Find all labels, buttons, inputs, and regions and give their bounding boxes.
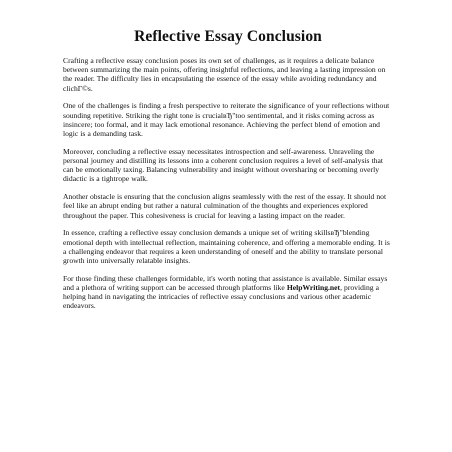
assistance-text-after: , providing a helping hand in navigating the intricacies of reflective essay conclusions and various other academic endeavors. [63, 283, 380, 311]
paragraph-perspective: One of the challenges is finding a fresh perspective to reiterate the significance of your reflections without sounding repetitive. Striking the right tone is crucialвЂ"too sentimental, and it risks coming across as insincere; too formal, and it may lack emotional resonance. Achieving the perfect blend of emotion and logic is a demanding task. [63, 101, 390, 139]
document-page [63, 28, 393, 319]
assistance-text-before: For those finding these challenges formidable, it's worth noting that assistance is available. Similar essays and a plethora of writing support can be accessed through platforms like [63, 273, 388, 293]
paragraph-essence: In essence, crafting a reflective essay conclusion demands a unique set of writing skillsвЂ"blending emotional depth with intellectual reflection, maintaining coherence, and offering a memorable ending. It is a challenging endeavor that requires a keen understanding of oneself and the ability to translate personal growth into universally relatable insights. [63, 228, 390, 266]
helpwriting-link[interactable]: HelpWriting.net [286, 283, 341, 293]
paragraph-assistance [63, 274, 393, 311]
paragraph-cohesion: Another obstacle is ensuring that the conclusion aligns seamlessly with the rest of the essay. It should not feel like an abrupt ending but rather a natural culmination of the thoughts and experiences explored throughout the paper. This cohesiveness is crucial for leaving a lasting impact on the reader. [63, 192, 387, 220]
paragraph-intro: Crafting a reflective essay conclusion poses its own set of challenges, as it requires a delicate balance between summarizing the main points, offering insightful reflections, and leaving a lasting impression on the reader. The difficulty lies in encapsulating the essence of the essay while avoiding redundancy and clichГ©s. [63, 56, 386, 93]
paragraph-introspection: Moreover, concluding a reflective essay necessitates introspection and self-awareness. Unraveling the personal journey and distilling its lessons into a coherent conclusion requires a level of self-analysis that can be emotionally taxing. Balancing vulnerability and insight without oversharing or becoming overly didactic is a tightrope walk. [63, 146, 383, 184]
document-title: Reflective Essay Conclusion [134, 28, 322, 45]
